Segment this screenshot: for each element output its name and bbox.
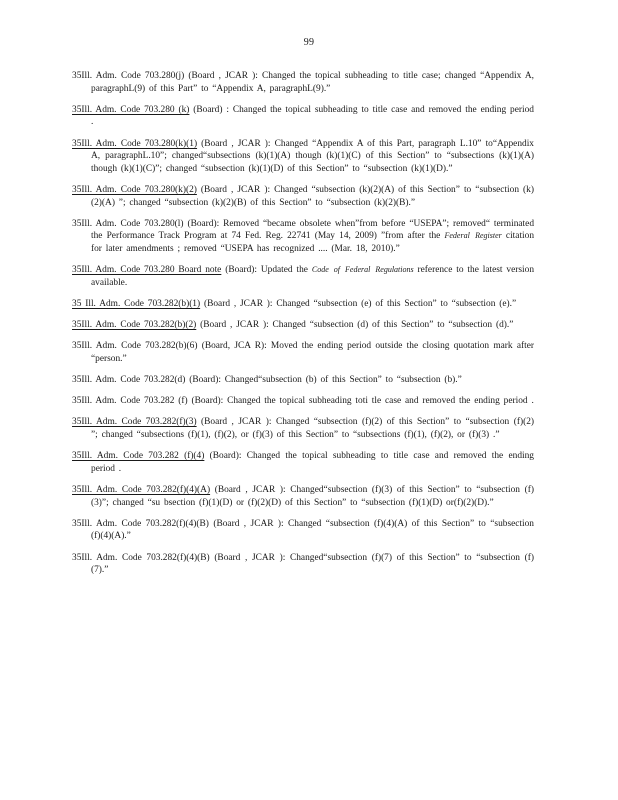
code-citation: 35Ill. Adm. Code 703.280 (k) [72,104,190,115]
entry-text: (Board, JCA R): Moved the ending period outside the closing quotation mark after “person.” [91,341,535,364]
entry-text: (Board , JCAR ): Changed“subsection (f)(7) of this Section” to “subsection (f)(7).” [91,552,534,576]
amendment-entry [72,374,534,387]
code-citation: 35Ill. Adm. Code 703.282(b)(6) [72,341,198,352]
code-citation: 35Ill. Adm. Code 703.280 Board note [72,265,222,276]
amendment-entry [72,518,534,543]
amendment-entry [72,340,534,365]
amendment-notes [72,70,534,585]
entry-text: (Board) : Changed the topical subheading to title case and removed the ending period . [91,104,534,128]
amendment-entry [72,450,534,475]
entry-text: (Board , JCAR ): Changed “subsection (f)(2) of this Section” to “subsection (f)(2) ”; changed “subsections (f)(1), (f)(2), or (f)(3) of this Section” to “subsections (f)(1), (f)(2), or (f)(3) .” [91,417,535,440]
amendment-entry [72,264,534,289]
italic-title: Code of Federal Regulations [311,265,414,275]
entry-text: (Board , JCAR ): Changed “subsection (d) of this Section” to “subsection (d).” [196,320,514,331]
entry-text: (Board , JCAR ): Changed “subsection (e) of this Section” to “subsection (e).” [200,298,517,309]
code-citation: 35Ill. Adm. Code 703.282 (f)(4) [72,451,205,462]
code-citation: 35Ill. Adm. Code 703.280(l) [72,218,184,229]
code-citation: 35Ill. Adm. Code 703.282(f)(4)(A) [72,484,211,495]
entry-text: (Board , JCAR ): Changed the topical subheading to title case; changed “Appendix A, paragraphL(9) of this Part” to “Appendix A, paragraphL(9).” [91,71,535,94]
amendment-entry [72,138,534,176]
entry-text: (Board , JCAR ): Changed“subsection (f)(3) of this Section” to “subsection (f)(3)”; changed “su bsection (f)(1)(D) or (f)(2)(D) of this Section” to “subsection (f)(1)(D) or(f)(2)(D).” [91,484,534,508]
code-citation: 35Ill. Adm. Code 703.282(d) [72,375,186,386]
code-citation: 35Ill. Adm. Code 703.282(f)(4)(B) [72,518,209,529]
code-citation: 35 Ill. Adm. Code 703.282(b)(1) [72,298,201,309]
amendment-entry [72,416,534,441]
amendment-entry [72,395,534,408]
code-citation: 35Ill. Adm. Code 703.282(f)(3) [72,417,197,428]
entry-text: (Board): Changed the topical subheading toti tle case and removed the ending period . [187,396,534,407]
code-citation: 35Ill. Adm. Code 703.280(k)(2) [72,184,197,195]
code-citation: 35Ill. Adm. Code 703.282(f)(4)(B) [72,552,210,563]
amendment-entry [72,184,534,209]
entry-text-continued: citation for later amendments ; removed “USEPA has recognized .... (Mar. 18, 2010).” [91,231,535,254]
entry-text-continued: reference to the latest version available. [91,265,535,288]
amendment-entry [72,484,534,509]
amendment-entry [72,104,534,129]
entry-text: (Board , JCAR ): Changed “Appendix A of this Part, paragraph L.10” to“Appendix A, paragraphL.10”; changed“subsections (k)(1)(A) though (k)(1)(C) of this Section” to “subsections (k)(1)(A) though (k)(1)(C)”; changed “subsection (k)(1)(D) of this Section” to “subsection (k)(1)(D).” [91,138,534,174]
entry-text: (Board): Removed “became obsolete when”from before “USEPA”; removed“ terminated the Performance Track Program at 74 Fed. Reg. 22741 (May 14, 2009) ”from after the [91,218,535,242]
entry-text: (Board): Updated the [221,265,308,276]
entry-text: (Board): Changed the topical subheading to title case and removed the ending period . [91,451,534,474]
entry-text: (Board , JCAR ): Changed “subsection (f)(4)(A) of this Section” to “subsection (f)(4)(A).” [91,518,534,542]
code-citation: 35Ill. Adm. Code 703.280(j) [72,71,185,81]
amendment-entry [72,70,534,95]
code-citation: 35Ill. Adm. Code 703.282 (f) [72,396,188,407]
amendment-entry [72,319,534,332]
amendment-entry [72,298,534,311]
page-number: 99 [303,37,315,48]
code-citation: 35Ill. Adm. Code 703.280(k)(1) [72,138,198,149]
amendment-entry [72,218,534,256]
entry-text: (Board , JCAR ): Changed “subsection (k)(2)(A) of this Section” to “subsection (k)(2)(A) ”; changed “subsection (k)(2)(B) of this Section” to “subsection (k)(2)(B).” [91,184,534,208]
code-citation: 35Ill. Adm. Code 703.282(b)(2) [72,320,197,331]
entry-text: (Board): Changed“subsection (b) of this Section” to “subsection (b).” [185,375,462,386]
italic-title: Federal Register [444,231,502,241]
amendment-entry [72,552,534,577]
